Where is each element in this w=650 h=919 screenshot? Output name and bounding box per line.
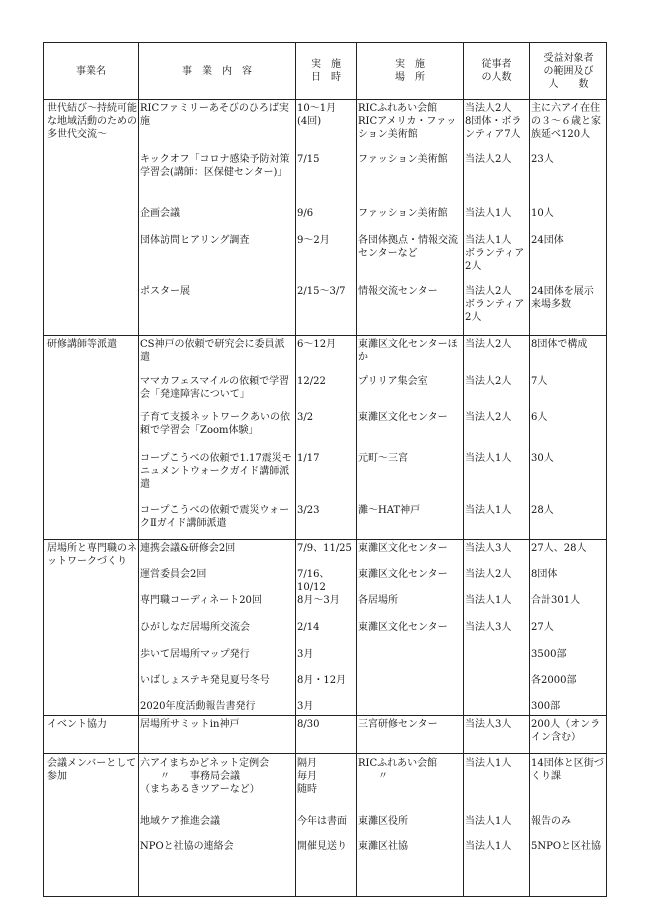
row-target: 24団体: [531, 235, 564, 246]
row-date: 2/14: [297, 622, 320, 633]
row-target: 14団体と区街づくり課: [531, 758, 604, 782]
column-divider: [295, 43, 296, 896]
row-place: 各団体拠点・情報交流センターなど: [358, 235, 458, 259]
row-staff: 当法人3人: [465, 543, 512, 554]
section-divider: [44, 753, 606, 754]
column-divider: [138, 43, 139, 896]
row-staff: 当法人2人: [465, 376, 512, 387]
section-divider: [44, 335, 606, 336]
row-content: 子育て支援ネットワークあいの依頼で学習会「Zoom体験」: [140, 412, 290, 436]
row-content: コープこうべの依頼で震災ウォークⅡガイド講師派遣: [140, 505, 290, 529]
row-content: コープこうべの依頼で1.17震災モニュメントウォークガイド講師派遣: [140, 453, 292, 490]
row-target: 8団体で構成: [531, 339, 588, 350]
header-staff: 従事者 の人数: [481, 59, 512, 83]
row-staff: 当法人1人: [465, 841, 512, 852]
header-divider: [44, 99, 606, 100]
row-place: 東灘区役所: [358, 816, 408, 827]
row-date: 8月～3月: [297, 595, 340, 606]
row-date: 10～1月 (4回): [297, 103, 337, 127]
row-date: 3月: [297, 649, 314, 660]
row-staff: 当法人1人: [465, 208, 512, 219]
row-staff: 当法人3人: [465, 622, 512, 633]
row-target: 8団体: [531, 569, 558, 580]
row-place: 東灘区文化センターほか: [358, 339, 458, 363]
section-divider: [44, 715, 606, 716]
row-place: ファッション美術館: [358, 154, 448, 165]
row-content: ポスター展: [140, 286, 190, 297]
row-content: キックオフ「コロナ感染予防対策学習会(講師：区保健センター)」: [140, 154, 290, 178]
row-target: 27人: [531, 622, 554, 633]
row-date: 9/6: [297, 208, 314, 219]
row-place: 各居場所: [358, 595, 398, 606]
row-place: 情報交流センター: [358, 286, 438, 297]
row-target: 合計301人: [531, 595, 581, 606]
header-place: 実 施 場 所: [395, 59, 425, 83]
section-divider: [44, 539, 606, 540]
section-name: 会議メンバーとして参加: [47, 758, 137, 782]
row-target: 24団体を展示 来場多数: [531, 286, 594, 310]
row-staff: 当法人2人: [465, 569, 512, 580]
row-date: 7/15: [297, 154, 320, 165]
section-name: 世代結び～持続可能な地域活動のための多世代交流～: [47, 103, 137, 140]
row-staff: 当法人1人: [465, 816, 512, 827]
row-staff: 当法人2人 ボランティア2人: [465, 286, 525, 323]
row-date: 6～12月: [297, 339, 337, 350]
column-divider: [463, 43, 464, 896]
section-name: 居場所と専門職のネットワークづくり: [47, 543, 137, 567]
row-content: ママカフェスマイルの依頼で学習会「発達障害について」: [140, 376, 290, 400]
row-place: 元町～三宮: [358, 453, 408, 464]
row-staff: 当法人1人: [465, 453, 512, 464]
row-date: 3月: [297, 701, 314, 712]
row-staff: 当法人3人: [465, 719, 512, 730]
row-place: 灘～HAT神戸: [358, 505, 421, 516]
row-target: 各2000部: [531, 675, 577, 686]
row-target: 主に六アイ在住の３～６歳と家族延べ120人: [531, 103, 601, 140]
row-content: 企画会議: [140, 208, 180, 219]
row-staff: 当法人1人: [465, 505, 512, 516]
row-target: 6人: [531, 412, 548, 423]
row-date: 隔月 毎月 随時: [297, 758, 317, 795]
row-place: 東灘区文化センター: [358, 412, 448, 423]
header-content: 事 業 内 容: [182, 65, 252, 77]
row-target: 5NPOと区社協: [531, 841, 602, 852]
row-content: NPOと社協の連絡会: [140, 841, 234, 852]
header-project-name: 事業名: [76, 65, 106, 77]
row-date: 12/22: [297, 376, 326, 387]
row-target: 28人: [531, 505, 554, 516]
row-date: 9～2月: [297, 235, 330, 246]
row-content: RICファミリーあそびのひろば実施: [140, 103, 289, 127]
row-staff: 当法人2人: [465, 339, 512, 350]
row-place: 東灘区社協: [358, 841, 408, 852]
row-staff: 当法人2人: [465, 154, 512, 165]
row-date: 開催見送り: [297, 841, 347, 852]
row-target: 300部: [531, 701, 561, 712]
row-date: 3/23: [297, 505, 320, 516]
row-target: 3500部: [531, 649, 567, 660]
row-target: 27人、28人: [531, 543, 587, 554]
row-place: 東灘区文化センター: [358, 543, 448, 554]
column-divider: [356, 43, 357, 896]
column-divider: [529, 43, 530, 896]
row-target: 30人: [531, 453, 554, 464]
row-date: 1/17: [297, 453, 320, 464]
row-staff: 当法人2人 8団体・ボランティア7人: [465, 103, 522, 140]
row-content: いばしょステキ発見夏号冬号: [140, 675, 270, 686]
row-content: 団体訪問ヒアリング調査: [140, 235, 250, 246]
row-content: ひがしなだ居場所交流会: [140, 622, 250, 633]
header-target: 受益対象者 の範囲及び 人 数: [543, 52, 594, 90]
row-content: 連携会議&研修会2回: [140, 543, 236, 554]
row-place: ファッション美術館: [358, 208, 448, 219]
row-date: 7/16、10/12: [297, 569, 330, 593]
activity-report-table: [43, 42, 607, 897]
row-target: 報告のみ: [531, 816, 571, 827]
row-date: 7/9、11/25: [297, 543, 352, 554]
row-place: 東灘区文化センター: [358, 622, 448, 633]
row-date: 3/2: [297, 412, 314, 423]
row-place: 東灘区文化センター: [358, 569, 448, 580]
row-target: 200人（オンライン含む）: [531, 719, 601, 743]
row-content: 専門職コーディネート20回: [140, 595, 262, 606]
row-place: RICふれあい会館 〃: [358, 758, 438, 782]
row-date: 8/30: [297, 719, 320, 730]
row-place: 三宮研修センター: [358, 719, 438, 730]
row-content: 2020年度活動報告書発行: [140, 701, 256, 712]
row-place: RICふれあい会館 RICアメリカ・ファッション美術館: [358, 103, 457, 140]
row-date: 8月・12月: [297, 675, 347, 686]
row-staff: 当法人2人: [465, 412, 512, 423]
row-staff: 当法人1人: [465, 758, 512, 769]
row-date: 今年は書面: [297, 816, 347, 827]
section-name: 研修講師等派遣: [47, 339, 117, 350]
row-target: 23人: [531, 154, 554, 165]
row-content: 歩いて居場所マップ発行: [140, 649, 250, 660]
row-target: 10人: [531, 208, 554, 219]
row-place: プリリア集会室: [358, 376, 428, 387]
row-target: 7人: [531, 376, 548, 387]
row-content: 運営委員会2回: [140, 569, 207, 580]
row-content: CS神戸の依頼で研究会に委員派遣: [140, 339, 285, 363]
row-date: 2/15～3/7: [297, 286, 346, 297]
row-staff: 当法人1人: [465, 595, 512, 606]
row-staff: 当法人1人 ボランティア2人: [465, 235, 525, 272]
row-content: 地域ケア推進会議: [140, 816, 220, 827]
row-content: 居場所サミットin神戸: [140, 719, 240, 730]
row-content: 六アイまちかどネット定例会 〃 事務局会議 （まちあるきツアーなど）: [140, 758, 270, 795]
header-date: 実 施 日 時: [311, 59, 341, 83]
section-name: イベント協力: [47, 719, 107, 730]
